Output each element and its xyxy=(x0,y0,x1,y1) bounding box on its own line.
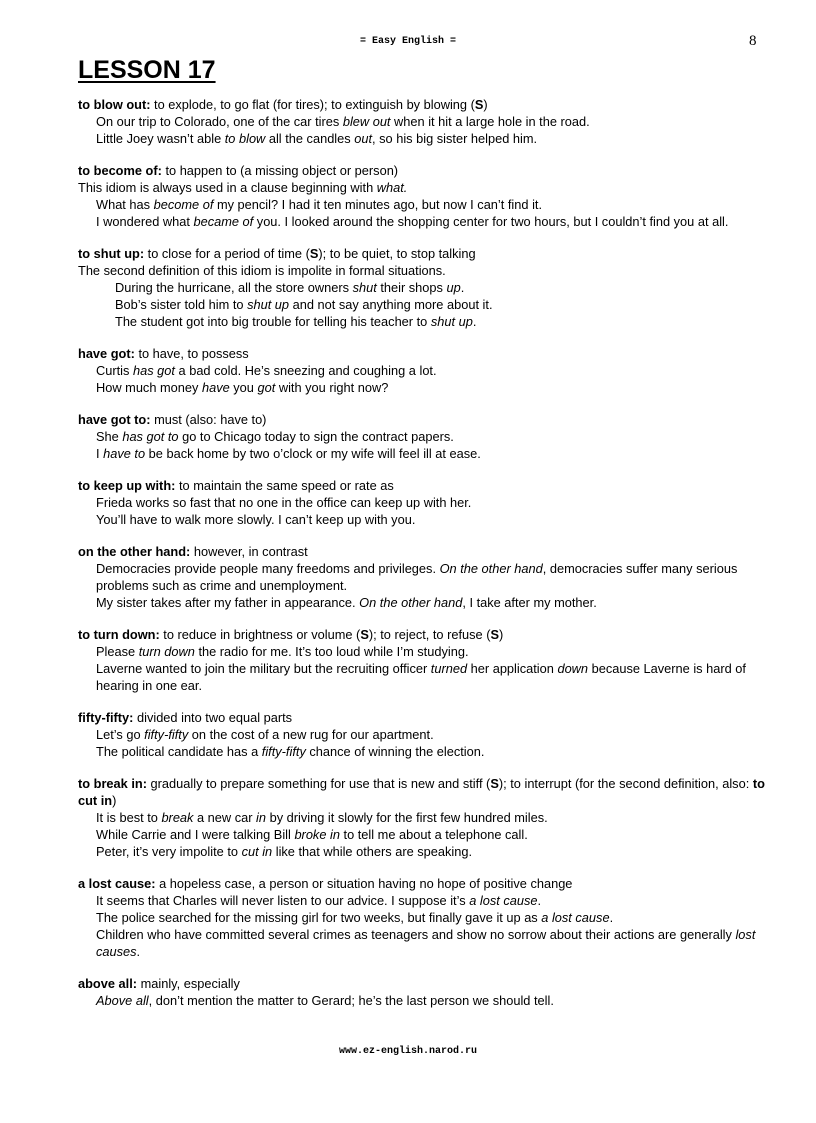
example-sentence xyxy=(78,313,768,330)
text-segment: ); to be quiet, to stop talking xyxy=(318,246,476,261)
idiom-usage: became of xyxy=(193,214,254,229)
idiom-usage: in xyxy=(256,810,267,825)
text-segment: all the candles xyxy=(265,131,355,146)
idiom-usage: turn down xyxy=(138,644,195,659)
text-segment: Children who have committed several crimes as teenagers and show no sorrow about their actions are generally xyxy=(96,927,736,942)
text-segment: to tell me about a telephone call. xyxy=(339,827,528,842)
idiom-usage: Above all xyxy=(96,993,149,1008)
text-segment: How much money xyxy=(96,380,202,395)
text-segment: the radio for me. It’s too loud while I’m studying. xyxy=(194,644,469,659)
text-segment: must (also: have to) xyxy=(150,412,267,427)
idiom-usage: cut in xyxy=(241,844,273,859)
idiom-definition xyxy=(78,709,768,726)
example-sentence xyxy=(78,296,768,313)
example-sentence xyxy=(78,892,768,909)
idiom-definition xyxy=(78,162,768,179)
idiom-usage: blew out xyxy=(342,114,391,129)
idiom-list xyxy=(78,96,768,1024)
text-segment: Curtis xyxy=(96,363,133,378)
example-sentence xyxy=(78,494,768,511)
text-segment: my pencil? I had it ten minutes ago, but now I can’t find it. xyxy=(213,197,543,212)
text-segment: because Laverne is hard of hearing in one ear. xyxy=(96,661,746,693)
example-sentence xyxy=(78,594,768,611)
example-sentence xyxy=(78,196,768,213)
bold-text: S xyxy=(309,246,319,261)
example-sentence xyxy=(78,213,768,230)
idiom-term: to blow out: xyxy=(78,97,151,112)
idiom-usage: fifty-fifty xyxy=(261,744,306,759)
text-segment: You’ll have to walk more slowly. I can’t keep up with you. xyxy=(96,512,416,527)
bold-text: S xyxy=(474,97,484,112)
idiom-entry xyxy=(78,477,768,528)
example-sentence xyxy=(78,726,768,743)
lesson-title: LESSON 17 xyxy=(78,56,216,84)
text-segment: like that while others are speaking. xyxy=(272,844,473,859)
idiom-definition xyxy=(78,775,768,809)
idiom-entry xyxy=(78,775,768,860)
text-segment: ) xyxy=(483,97,488,112)
example-sentence xyxy=(78,809,768,826)
idiom-usage: to blow xyxy=(224,131,266,146)
example-sentence xyxy=(78,445,768,462)
bold-text: to cut in xyxy=(78,776,765,808)
idiom-term: a lost cause: xyxy=(78,876,156,891)
idiom-usage: have to xyxy=(103,446,146,461)
text-segment: however, in contrast xyxy=(190,544,308,559)
text-segment: divided into two equal parts xyxy=(133,710,293,725)
text-segment: by driving it slowly for the first few hundred miles. xyxy=(266,810,548,825)
bold-text: S xyxy=(360,627,369,642)
text-segment: Let’s go xyxy=(96,727,145,742)
idiom-term: on the other hand: xyxy=(78,544,191,559)
text-segment: The political candidate has a xyxy=(96,744,262,759)
text-segment: ) xyxy=(499,627,504,642)
idiom-usage: On the other hand xyxy=(439,561,543,576)
idiom-definition xyxy=(78,975,768,992)
example-sentence xyxy=(78,130,768,147)
text-segment: Please xyxy=(96,644,139,659)
bold-text: S xyxy=(490,627,500,642)
usage-note xyxy=(78,179,768,196)
idiom-usage: fifty-fifty xyxy=(144,727,189,742)
text-segment: Democracies provide people many freedoms and privileges. xyxy=(96,561,440,576)
idiom-entry xyxy=(78,411,768,462)
text-segment: her application xyxy=(467,661,558,676)
idiom-term: to break in: xyxy=(78,776,147,791)
example-sentence xyxy=(78,279,768,296)
text-segment: . xyxy=(609,910,614,925)
idiom-term: have got to: xyxy=(78,412,151,427)
text-segment: to have, to possess xyxy=(134,346,249,361)
text-segment: gradually to prepare something for use that is new and stiff ( xyxy=(146,776,491,791)
text-segment: with you right now? xyxy=(275,380,389,395)
idiom-usage: up xyxy=(446,280,461,295)
text-segment: ); to interrupt (for the second definition, also: xyxy=(498,776,753,791)
idiom-usage: shut up xyxy=(430,314,473,329)
idiom-term: to become of: xyxy=(78,163,162,178)
idiom-term: fifty-fifty: xyxy=(78,710,134,725)
text-segment: when it hit a large hole in the road. xyxy=(390,114,590,129)
text-segment: Peter, it’s very impolite to xyxy=(96,844,242,859)
usage-note xyxy=(78,262,768,279)
idiom-definition xyxy=(78,345,768,362)
example-sentence xyxy=(78,660,768,694)
text-segment: on the cost of a new rug for our apartment. xyxy=(188,727,434,742)
idiom-entry xyxy=(78,875,768,960)
idiom-term: above all: xyxy=(78,976,138,991)
idiom-term: have got: xyxy=(78,346,135,361)
text-segment: My sister takes after my father in appearance. xyxy=(96,595,360,610)
text-segment: On our trip to Colorado, one of the car tires xyxy=(96,114,343,129)
idiom-entry xyxy=(78,162,768,230)
idiom-usage: On the other hand xyxy=(359,595,463,610)
text-segment: to reduce in brightness or volume ( xyxy=(159,627,361,642)
text-segment: I wondered what xyxy=(96,214,194,229)
text-segment: This idiom is always used in a clause beginning with xyxy=(78,180,377,195)
text-segment: Frieda works so fast that no one in the office can keep up with her. xyxy=(96,495,472,510)
idiom-term: to keep up with: xyxy=(78,478,176,493)
text-segment: The student got into big trouble for telling his teacher to xyxy=(115,314,431,329)
idiom-usage: down xyxy=(557,661,589,676)
running-header: = Easy English = xyxy=(359,36,456,47)
idiom-usage: a lost cause xyxy=(469,893,538,908)
idiom-usage: lost causes xyxy=(96,927,756,959)
idiom-definition xyxy=(78,626,768,643)
idiom-definition xyxy=(78,245,768,262)
example-sentence xyxy=(78,909,768,926)
idiom-usage: has got xyxy=(132,363,175,378)
example-sentence xyxy=(78,560,768,594)
text-segment: While Carrie and I were talking Bill xyxy=(96,827,295,842)
idiom-usage: become of xyxy=(153,197,214,212)
text-segment: a bad cold. He’s sneezing and coughing a lot. xyxy=(174,363,437,378)
idiom-definition xyxy=(78,477,768,494)
text-segment: It seems that Charles will never listen to our advice. I suppose it’s xyxy=(96,893,470,908)
text-segment: to maintain the same speed or rate as xyxy=(175,478,394,493)
text-segment: During the hurricane, all the store owners xyxy=(115,280,353,295)
text-segment: you. I looked around the shopping center for two hours, but I couldn’t find you at all. xyxy=(253,214,729,229)
idiom-usage: shut xyxy=(352,280,377,295)
example-sentence xyxy=(78,428,768,445)
idiom-entry xyxy=(78,709,768,760)
text-segment: a new car xyxy=(193,810,257,825)
idiom-usage: what. xyxy=(376,180,408,195)
text-segment: ); to reject, to refuse ( xyxy=(368,627,491,642)
idiom-usage: has got to xyxy=(122,429,179,444)
text-segment: The second definition of this idiom is impolite in formal situations. xyxy=(78,263,446,278)
idiom-usage: have xyxy=(201,380,230,395)
text-segment: What has xyxy=(96,197,154,212)
idiom-definition xyxy=(78,543,768,560)
text-segment: chance of winning the election. xyxy=(305,744,485,759)
bold-text: S xyxy=(490,776,499,791)
example-sentence xyxy=(78,379,768,396)
example-sentence xyxy=(78,992,768,1009)
example-sentence xyxy=(78,826,768,843)
idiom-usage: got xyxy=(257,380,276,395)
idiom-definition xyxy=(78,411,768,428)
text-segment: a hopeless case, a person or situation having no hope of positive change xyxy=(155,876,573,891)
idiom-usage: out xyxy=(354,131,373,146)
idiom-usage: break xyxy=(161,810,194,825)
text-segment: She xyxy=(96,429,123,444)
idiom-entry xyxy=(78,626,768,694)
idiom-definition xyxy=(78,96,768,113)
text-segment: Bob’s sister told him to xyxy=(115,297,248,312)
idiom-entry xyxy=(78,345,768,396)
text-segment: their shops xyxy=(376,280,447,295)
example-sentence xyxy=(78,926,768,960)
example-sentence xyxy=(78,743,768,760)
idiom-usage: turned xyxy=(430,661,468,676)
idiom-entry xyxy=(78,96,768,147)
idiom-entry xyxy=(78,543,768,611)
text-segment: , don’t mention the matter to Gerard; he’s the last person we should tell. xyxy=(148,993,554,1008)
example-sentence xyxy=(78,511,768,528)
idiom-term: to shut up: xyxy=(78,246,145,261)
text-segment: The police searched for the missing girl for two weeks, but finally gave it up as xyxy=(96,910,542,925)
text-segment: , I take after my mother. xyxy=(462,595,597,610)
text-segment: , democracies suffer many serious problems such as crime and unemployment. xyxy=(96,561,738,593)
text-segment: be back home by two o’clock or my wife will feel ill at ease. xyxy=(145,446,481,461)
example-sentence xyxy=(78,843,768,860)
text-segment: . xyxy=(472,314,477,329)
idiom-entry xyxy=(78,975,768,1009)
idiom-term: to turn down: xyxy=(78,627,160,642)
text-segment: . xyxy=(537,893,542,908)
idiom-entry xyxy=(78,245,768,330)
example-sentence xyxy=(78,113,768,130)
text-segment: to happen to (a missing object or person) xyxy=(161,163,399,178)
text-segment: Laverne wanted to join the military but the recruiting officer xyxy=(96,661,431,676)
text-segment: mainly, especially xyxy=(137,976,240,991)
idiom-usage: a lost cause xyxy=(541,910,610,925)
text-segment: go to Chicago today to sign the contract papers. xyxy=(178,429,454,444)
page-number: 8 xyxy=(749,33,757,49)
footer-url: www.ez-english.narod.ru xyxy=(338,1046,478,1057)
example-sentence xyxy=(78,643,768,660)
text-segment: I xyxy=(96,446,104,461)
text-segment: to explode, to go flat (for tires); to extinguish by blowing ( xyxy=(150,97,475,112)
text-segment: It is best to xyxy=(96,810,162,825)
text-segment: ) xyxy=(112,793,117,808)
text-segment: you xyxy=(229,380,258,395)
text-segment: and not say anything more about it. xyxy=(289,297,493,312)
text-segment: . xyxy=(460,280,465,295)
idiom-definition xyxy=(78,875,768,892)
idiom-usage: broke in xyxy=(294,827,340,842)
text-segment: , so his big sister helped him. xyxy=(372,131,538,146)
text-segment: Little Joey wasn’t able xyxy=(96,131,225,146)
text-segment: to close for a period of time ( xyxy=(144,246,310,261)
idiom-usage: shut up xyxy=(247,297,290,312)
example-sentence xyxy=(78,362,768,379)
text-segment: . xyxy=(136,944,141,959)
